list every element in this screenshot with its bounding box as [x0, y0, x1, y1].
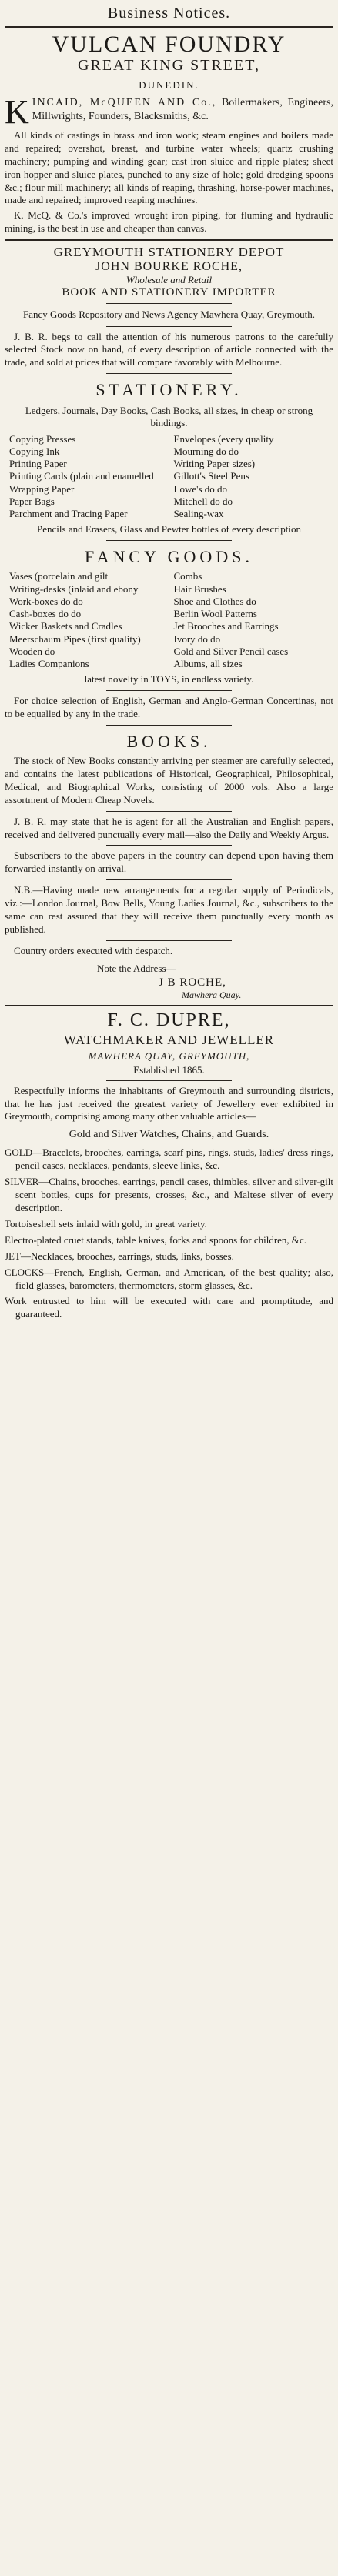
stationery-intro: Ledgers, Journals, Day Books, Cash Books, all sizes, in cheap or strong bindings.: [25, 405, 313, 429]
stationery-left-column: [9, 433, 165, 521]
divider: [106, 845, 231, 846]
list-item: Paper Bags: [9, 495, 55, 507]
ad-pipe-note: K. McQ. & Co.'s improved wrought iron piping, for fluming and hydraulic mining, is the best in use and cheaper than canvas.: [5, 209, 333, 235]
address-line: MAWHERA QUAY, GREYMOUTH,: [88, 1049, 250, 1062]
stationery-right-column: [174, 433, 330, 521]
business-notices-page: [5, 0, 333, 1321]
list-item: Printing Paper: [9, 458, 67, 470]
list-item: Copying Presses: [9, 432, 76, 445]
stationery-tail: Pencils and Erasers, Glass and Pewter bottles of every description: [37, 523, 301, 536]
divider: [5, 26, 333, 28]
list-item: Writing Paper sizes): [173, 458, 256, 470]
divider: [106, 540, 231, 541]
divider: [106, 373, 231, 374]
list-item: Copying Ink: [9, 445, 60, 457]
nb-paragraph: N.B.—Having made new arrangements for a regular supply of Periodicals, viz.:—London Journal, Bow Bells, Young Ladies Journal, &c., subscribers to the same can rest assured that they will receive them punctually every month as published.: [5, 884, 333, 935]
fancy-right-column: [174, 570, 330, 670]
intro-paragraph: J. B. R. begs to call the attention of his numerous patrons to the carefully selected Stock now on hand, of every description of article connected with the trade, and sold at prices that will compare favorably with Melbourne.: [5, 330, 333, 369]
list-item: Berlin Wool Patterns: [173, 608, 257, 620]
list-item: Electro-plated cruet stands, table knives, forks and spoons for children, &c.: [5, 1233, 307, 1246]
list-item: Albums, all sizes: [173, 658, 243, 670]
firm-trades: Boilermakers, Engineers, Millwrights, Founders, Blacksmiths, &c.: [32, 97, 334, 122]
intro-paragraph: Respectfully informs the inhabitants of Greymouth and surrounding districts, that he has just received the greatest variety of Jewellery ever exhibited in Greymouth, comprising among many other valuable articles—: [5, 1084, 333, 1123]
divider: [106, 303, 231, 304]
fancy-goods-list: [9, 570, 329, 670]
page-title: Business Notices.: [107, 5, 231, 22]
fancy-tail: latest novelty in TOYS, in endless variety.: [84, 673, 254, 686]
ad-place: DUNEDIN.: [139, 79, 199, 91]
list-item: Sealing-wax: [173, 508, 224, 520]
list-item: Gold and Silver Pencil cases: [173, 645, 289, 657]
signature-name: J B ROCHE,: [159, 976, 226, 989]
divider: [106, 940, 231, 941]
list-item: Ladies Companions: [9, 658, 89, 670]
list-item: Combs: [173, 570, 202, 582]
divider: [5, 1005, 333, 1006]
list-item: Meerschaum Pipes (first quality): [9, 632, 141, 645]
importer-line: BOOK AND STATIONERY IMPORTER: [62, 285, 276, 299]
divider: [106, 326, 231, 327]
list-item: Cash-boxes do do: [9, 608, 82, 620]
ad-body: All kinds of castings in brass and iron work; steam engines and boilers made and repaired; overshot, breast, and turbine water wheels; quartz crushing machinery; pumping and winding gear; cast iron sluice and ripple plates; sheet iron hopper and sluice plates, punched to any size of hole; gold dredging spoons &c.; flour mill machinery; all kinds of reaping, thrashing, horse-power machines, made and repaired; improved reaping machines.: [5, 129, 333, 206]
list-item: GOLD—Bracelets, brooches, earrings, scarf pins, rings, studs, ladies' dress rings, pencil cases, necklaces, pendants, sleeve links, &c.: [5, 1146, 333, 1172]
divider: [106, 811, 231, 812]
stationery-list: [9, 433, 329, 521]
fancy-left-column: [9, 570, 165, 670]
subscribers-paragraph: Subscribers to the above papers in the country can depend upon having them forwarded instantly on arrival.: [5, 849, 333, 875]
drop-cap: K: [5, 93, 29, 131]
list-item: CLOCKS—French, English, German, and American, of the best quality; also, field glasses, barometers, thermometers, storm glasses, &c.: [5, 1266, 333, 1291]
list-item: JET—Necklaces, brooches, earrings, studs, links, bosses.: [5, 1250, 234, 1262]
established-line: Established 1865.: [133, 1063, 205, 1076]
list-item: Wicker Baskets and Cradles: [9, 620, 122, 632]
dupre-jeweller-ad: [5, 1010, 333, 1322]
list-item: Hair Brushes: [173, 582, 226, 595]
vulcan-foundry-ad: [5, 32, 333, 235]
stationery-heading: STATIONERY.: [95, 380, 243, 400]
list-item: Tortoiseshell sets inlaid with gold, in great variety.: [5, 1217, 207, 1230]
firm-line: [5, 93, 334, 131]
greymouth-stationery-ad: [5, 245, 333, 1001]
ad-title: GREYMOUTH STATIONERY DEPOT: [53, 245, 285, 260]
list-item: Wrapping Paper: [9, 482, 75, 495]
fancy-goods-heading: FANCY GOODS.: [85, 547, 253, 567]
list-item: Envelopes (every quality: [173, 432, 274, 445]
ad-title: VULCAN FOUNDRY: [52, 32, 286, 57]
list-item: Gillott's Steel Pens: [173, 470, 249, 482]
owner-name: JOHN BOURKE ROCHE,: [95, 259, 243, 273]
divider: [106, 1080, 231, 1081]
divider: [106, 879, 231, 880]
list-item: Work-boxes do do: [9, 595, 83, 607]
ad-street: GREAT KING STREET,: [78, 57, 260, 74]
list-item: Shoe and Clothes do: [173, 595, 256, 607]
firm-name: INCAID, McQUEEN AND Co.,: [32, 97, 217, 108]
list-item: Mitchell do do: [173, 495, 233, 507]
books-paragraph: The stock of New Books constantly arriving per steamer are carefully selected, and contains the latest publications of Historical, Geographical, Philosophical, Medical, and Biographical Works, consisting of 2000 vols. Also a large assortment of Modern Cheap Novels.: [5, 755, 333, 806]
address-note: Note the Address—: [97, 962, 176, 974]
agency-line: Fancy Goods Repository and News Agency Mawhera Quay, Greymouth.: [23, 308, 315, 320]
list-item: Lowe's do do: [173, 482, 228, 495]
list-item: Mourning do do: [173, 445, 239, 457]
agent-paragraph: J. B. R. may state that he is agent for all the Australian and English papers, received and delivered punctually every mail—also the Daily and Weekly Argus.: [5, 815, 333, 840]
list-item: Vases (porcelain and gilt: [9, 570, 109, 582]
list-item: Writing-desks (inlaid and ebony: [9, 582, 139, 595]
list-item: Wooden do: [9, 645, 55, 657]
trade-line: Wholesale and Retail: [125, 273, 213, 285]
signature-place: Mawhera Quay.: [182, 989, 242, 1000]
country-orders: Country orders executed with despatch.: [14, 944, 173, 956]
list-item: Parchment and Tracing Paper: [9, 508, 128, 520]
ad-title: F. C. DUPRE,: [107, 1009, 231, 1030]
list-item: Work entrusted to him will be executed with care and promptitude, and guaranteed.: [5, 1295, 333, 1320]
divider: [5, 239, 333, 241]
watches-heading: Gold and Silver Watches, Chains, and Guards.: [69, 1129, 269, 1141]
list-item: SILVER—Chains, brooches, earrings, pencil cases, thimbles, silver and silver-gilt scent bottles, cups for presents, crosses, &c., and Maltese silver of every description.: [5, 1176, 333, 1214]
list-item: Ivory do do: [173, 632, 221, 645]
books-heading: BOOKS.: [126, 732, 212, 752]
divider: [106, 690, 231, 691]
trade-line: WATCHMAKER AND JEWELLER: [63, 1032, 275, 1047]
concertina-paragraph: For choice selection of English, German and Anglo-German Concertinas, not to be equalled by any in the trade.: [5, 695, 333, 720]
list-item: Printing Cards (plain and enamelled: [9, 470, 154, 482]
divider: [106, 725, 231, 726]
list-item: Jet Brooches and Earrings: [173, 620, 279, 632]
